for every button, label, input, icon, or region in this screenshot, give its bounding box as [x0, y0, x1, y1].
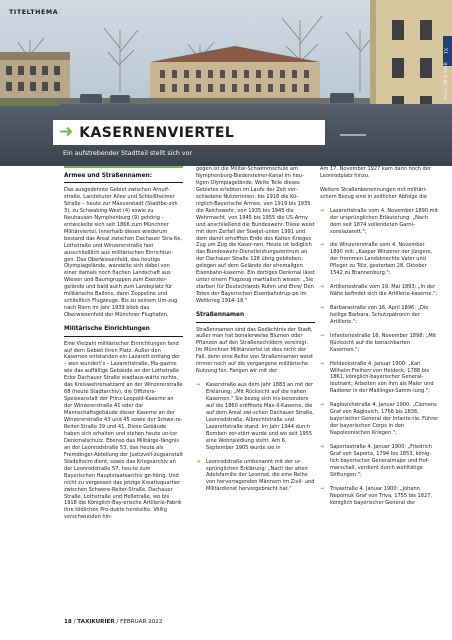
arrow-bullet-icon: ➜	[320, 284, 325, 291]
list-item	[320, 402, 439, 437]
list-item-text: Trivastraße 4. Januar 1900: „Johann Nepomuk Graf von Triva, 1755 bis 1827, königlich bayerischer General der	[330, 485, 432, 506]
green-rule	[64, 166, 183, 168]
list-item-text: Barbarastraße von 16. April 1896: „Die heilige Barbara, Schutzpatronin der Artillerie.";	[330, 304, 429, 325]
paragraph: Eine Vielzahl militärischer Einrichtungen fand auf dem Gebiet ihren Platz. Außer den Kasernen entstanden ein Lazarett entlang der – wen wundert's – Lazarettstraße, Ma-gazine wie das auffällige Gebäude an der Lothstraße Ecke Dachauer Straße stadtaus-wärts rechts, das Kreiswehrersatzamt an der Winzererstraße 68 (heute Stadtarchiv), die Offiziers-Speiseanstalt der Prinz-Leopold-Kaserne an der Winzererstraße 41 oder die Mannschaftsgebäude dieser Kaserne an der Winzererstraße 43 und 45 sowie der Schwe-re-Reiter-Straße 39 und 41. Diese Gebäude haben sich erhalten und stehen heute un-ter Denkmalschutz. Ebenso das Militärge-fängnis an der Leonrodstraße 53, das heute als Fremdinger-Abteilung der Justizvoll-zugsanstalt Stadelheim dient, sowie das Kriegsarchiv an der Leonrodstraße 57, heu-te zum Bayerischen Hauptstaatsarchiv ge-hörig. Und nicht zu vergessen das jetzige Kreativquartier zwischen Schwere-Reiter-Straße, Dachauer Straße, Lothstraße und Heßstraße, wo bis 1918 die Königlich-Bay-erische Artillerie-Fabrik ihre tödlichen Pro-dukte herstellte. Völlig verschwunden hin-	[64, 340, 183, 521]
arrow-bullet-icon: ➜	[320, 360, 325, 367]
list-item-text: die Winzererstraße vom 4. November 1890 mit: „Kaspar Winzerer der Jüngere, der frommen Landsknechte Vater und Pfleger zu Tölz, gestorben 28. Oktober 1542 zu Brannenburg.";	[330, 242, 433, 277]
list-item	[320, 305, 439, 326]
footer-separator: /	[116, 619, 119, 625]
paragraph: Das ausgedehnte Gebiet zwischen Arnulf-straße, Landshuter Allee und Schleißheimer Straße – heute zur Maxvorstadt (Stadtbe-zirk 3), zu Schwabing-West (4) sowie zu Neuhausen-Nymphenburg (9) gehörig – entwickelte sich seit 1866 zum Münchner Militärviertel. Innerhalb dieses wiederum bestand das Areal zwischen Dachauer Stra-ße, Lothstraße und Winzererstraße fast ausschließlich aus militärischen Einrichtun-gen. Das Oberwiesenfeld, das heutige Olympiagelände, wandelte sich dabei von einer damals noch flachen Landschaft aus Wiesen und Baumgruppen zum Exerzier-gelände und bald auch zum Landeplatz für militärische Ballons, dann Zeppeline und schließlich Flugzeuge. Bis zu seinem Um-zug nach Riem im Jahr 1939 blieb das Oberwiesenfeld der Münchner Flughafen.	[64, 187, 182, 319]
page-side-tab-label: TX	[445, 48, 450, 54]
text-column-3	[320, 166, 439, 513]
list-item	[320, 486, 439, 507]
arrow-bullet-icon: ➜	[320, 402, 325, 409]
list-item	[320, 444, 439, 479]
photo-credit: Foto: IM & HUB	[444, 62, 449, 100]
arrow-bullet-icon: ➜	[320, 242, 325, 249]
page-title: KASERNENVIERTEL	[79, 124, 235, 141]
list-item	[196, 382, 315, 452]
street-list	[196, 382, 315, 493]
list-item-text: Lazarettstraße vom 4. November 1890 mit der ursprünglichen Erläuterung: „Nach dem seit 1874 vollendeten Garni-sonslazarett.";	[330, 207, 438, 235]
arrow-bullet-icon: ➜	[320, 485, 325, 492]
text-column-1	[64, 166, 183, 521]
arrow-bullet-icon: ➜	[196, 382, 201, 389]
paragraph: Am 17. November 1927 kam dann noch der Leonrodplatz hinzu.	[320, 166, 431, 179]
header-photo	[0, 0, 452, 166]
list-item	[196, 459, 315, 494]
street-list	[320, 208, 439, 507]
list-item	[320, 208, 439, 236]
list-item-text: Kaserstraße aus dem Jahr 1883 an mit der Erklärung: „Mit Rücksicht auf die nahen Kasernen." Sie bezog sich ins-besondere auf die 1860 eröffnete Max-II-Kaserne, die auf dem Areal zwi-schen Dachauer Straße, Leonrodstraße, Albrechtstraße und Lazarettstraße stand. Im Jahr 1944 durch Bomben zer-stört wurde und wo seit 1955 eine Wohnsiedlung steht. Am 6. September 1905 wurde sie in	[206, 382, 314, 451]
paragraph: gegen ist die Militär-Schwimmschule am Nymphenburg-Biedersteiner-Kanal im heu-tigen Olympiagelände. Weite Teile dieses Gebietes erlebten im Laufe der Zeit ver-schiedene Nutzerinnen: bis 1918 die Kö-niglich-Bayerische Armee, von 1919 bis 1935 die Reichswehr, von 1935 bis 1945 die Wehrmacht, von 1945 bis 1955 die US-Army und anschließend die Bundeswehr. Diese weist mit dem Zerfall der Sowjet-union 1991 und dem damit erhofften Ende des Kalten Krieges Zug um Zug die Kaser-nen. Heute ist lediglich das Bundeswehr-Dienstleistungszentrum an der Dachauer Straße 128 übrig geblieben, gelegen auf dem Gelände der ehemaligen Eisenbahn-kaserne. Ein dortiges Denkmal lässt unter einem Flugzeug martialisch wissen: „Sie starben für Deutschlands Ruhm und Ehre/ Den Toten der Bayerischen Eisenbahntrup-pe im Weltkrieg 1914–18."	[196, 166, 315, 305]
list-item	[320, 284, 439, 298]
list-item-text: Saportastraße 4. Januar 1900: „Friedrich Graf von Saporta, 1794 bis 1853, könig-lich bayerischer Generalmajor und Hof-marschall, verdient durch wohltätige Stiftungen.";	[330, 443, 432, 478]
arrow-bullet-icon: ➜	[196, 458, 201, 465]
list-item-text: Artilleriestraße vom 19. Mai 1893: „In der Nähe befindet sich die Artillerie-kaserne.";	[330, 284, 438, 298]
arrow-bullet-icon: ➜	[320, 304, 325, 311]
page-subtitle: Ein aufstrebender Stadtteil stellt sich vor	[63, 150, 193, 157]
arrow-bullet-icon: ➜	[320, 332, 325, 339]
list-item-text: Infanteriestraße 16. November 1898: „Mit Rücksicht auf die benachbarten Kasernen.";	[330, 332, 437, 353]
footer-separator: /	[73, 619, 76, 625]
section-heading: Straßennamen	[196, 312, 315, 323]
list-item	[320, 361, 439, 396]
paragraph: Straßennamen sind das Gedächtnis der Stadt, außer man hat bonalerweise Blumen oder Pflanzen auf den Straßenschildern vereinigt. Im Münchner Militärviertel ist dies nicht der Fall, denn eine Reihe von Straßennamen weist immer noch auf die vergangene militärische Nutzung hin. Fangen wir mit der	[196, 326, 314, 375]
arrow-right-icon: ➜	[59, 122, 74, 142]
section-heading: Armee und Straßennamen:	[64, 173, 183, 184]
list-item-text: Leonrodstraße umbenannt mit der ur-sprünglichen Erklärung: „Nach der alten Adelsfamilie der Leonrod, die eine Reihe von hervorragenden Männern im Zivil- und Militärdienst hervorgebracht hat."	[206, 458, 315, 493]
text-column-2	[196, 166, 315, 500]
page-footer	[64, 619, 162, 625]
page-number: 18	[64, 619, 72, 625]
list-item-text: Raglovichstraße 4. Januar 1900: „Clemens Graf von Raglovich, 1766 bis 1836, bayerischer General der Infante-rie. Führer der bayerischen Corps in den Napoleonischen Kriegen.";	[330, 402, 439, 437]
magazine-name: TAXIKURIER	[77, 619, 115, 625]
paragraph: Weitere Straßenbenennungen mit militäri-schem Bezug sind in zeitlicher Abfolge die	[320, 186, 427, 200]
section-heading: Militärische Einrichtungen	[64, 326, 183, 337]
list-item-text: Heldeckstraße 4. Januar 1900: „Karl Wilhelm Freiherr von Heideck, 1788 bis 1861, königlich-bayerischer General-leutnant; Arbeiten von ihm als Maler und Radierer in der Maillinger-Samm-lung.";	[330, 360, 434, 395]
section-tag: TITELTHEMA	[9, 9, 59, 16]
arrow-bullet-icon: ➜	[320, 207, 325, 214]
list-item	[320, 333, 439, 354]
title-box	[53, 120, 325, 145]
arrow-bullet-icon: ➜	[320, 443, 325, 450]
list-item	[320, 242, 439, 277]
issue-date: FEBRUAR 2022	[120, 619, 163, 625]
